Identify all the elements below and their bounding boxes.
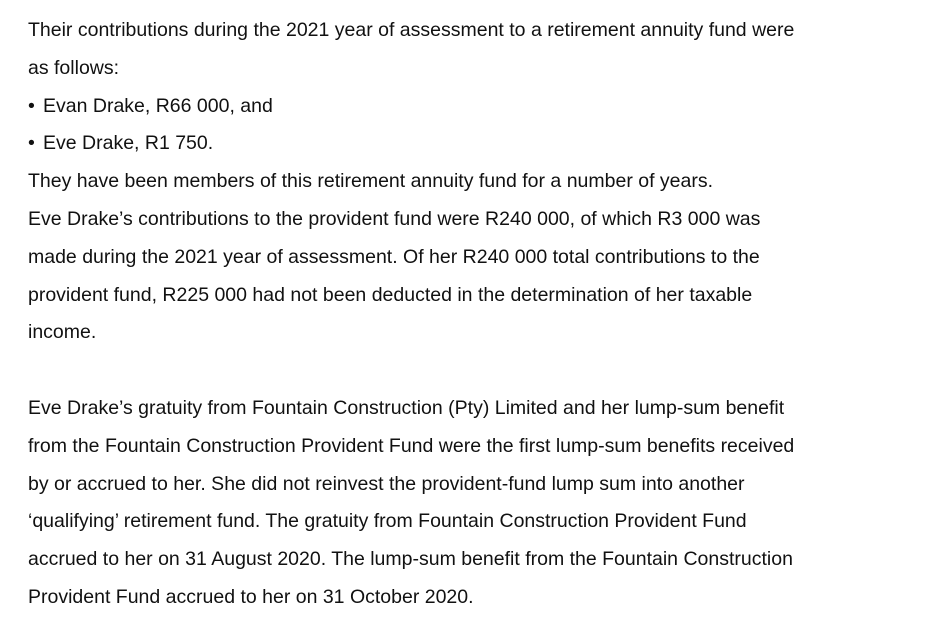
list-item-text: Eve Drake, R1 750. (43, 132, 214, 155)
text-line: Eve Drake’s contributions to the provident fund were R240 000, of which R3 000 was (28, 207, 761, 230)
list-item (28, 88, 912, 126)
text-line: accrued to her on 31 August 2020. The lump-sum benefit from the Fountain Construction (28, 548, 793, 571)
bullet-icon: • (28, 94, 35, 117)
text-line: by or accrued to her. She did not reinvest the provident-fund lump sum into another (28, 472, 745, 495)
list-item-text: Evan Drake, R66 000, and (43, 94, 273, 117)
gratuity-paragraph (28, 390, 912, 617)
text-line: provident fund, R225 000 had not been deducted in the determination of her taxable (28, 283, 753, 306)
contributions-list (28, 88, 912, 164)
provident-paragraph (28, 201, 912, 352)
text-line: ‘qualifying’ retirement fund. The gratuity from Fountain Construction Provident Fund (28, 510, 747, 533)
text-line: from the Fountain Construction Provident Fund were the first lump-sum benefits received (28, 434, 795, 457)
text-line: Eve Drake’s gratuity from Fountain Construction (Pty) Limited and her lump-sum benefit (28, 396, 785, 419)
text-line: Provident Fund accrued to her on 31 October 2020. (28, 585, 474, 608)
list-item (28, 125, 912, 163)
intro-paragraph (28, 12, 912, 88)
text-line: as follows: (28, 56, 120, 79)
membership-paragraph: They have been members of this retirement annuity fund for a number of years. (28, 170, 714, 193)
text-line: made during the 2021 year of assessment. Of her R240 000 total contributions to the (28, 245, 760, 268)
bullet-icon: • (28, 132, 35, 155)
paragraph-spacer (28, 352, 912, 390)
text-line: Their contributions during the 2021 year of assessment to a retirement annuity fund were (28, 19, 795, 41)
text-line: income. (28, 321, 97, 344)
